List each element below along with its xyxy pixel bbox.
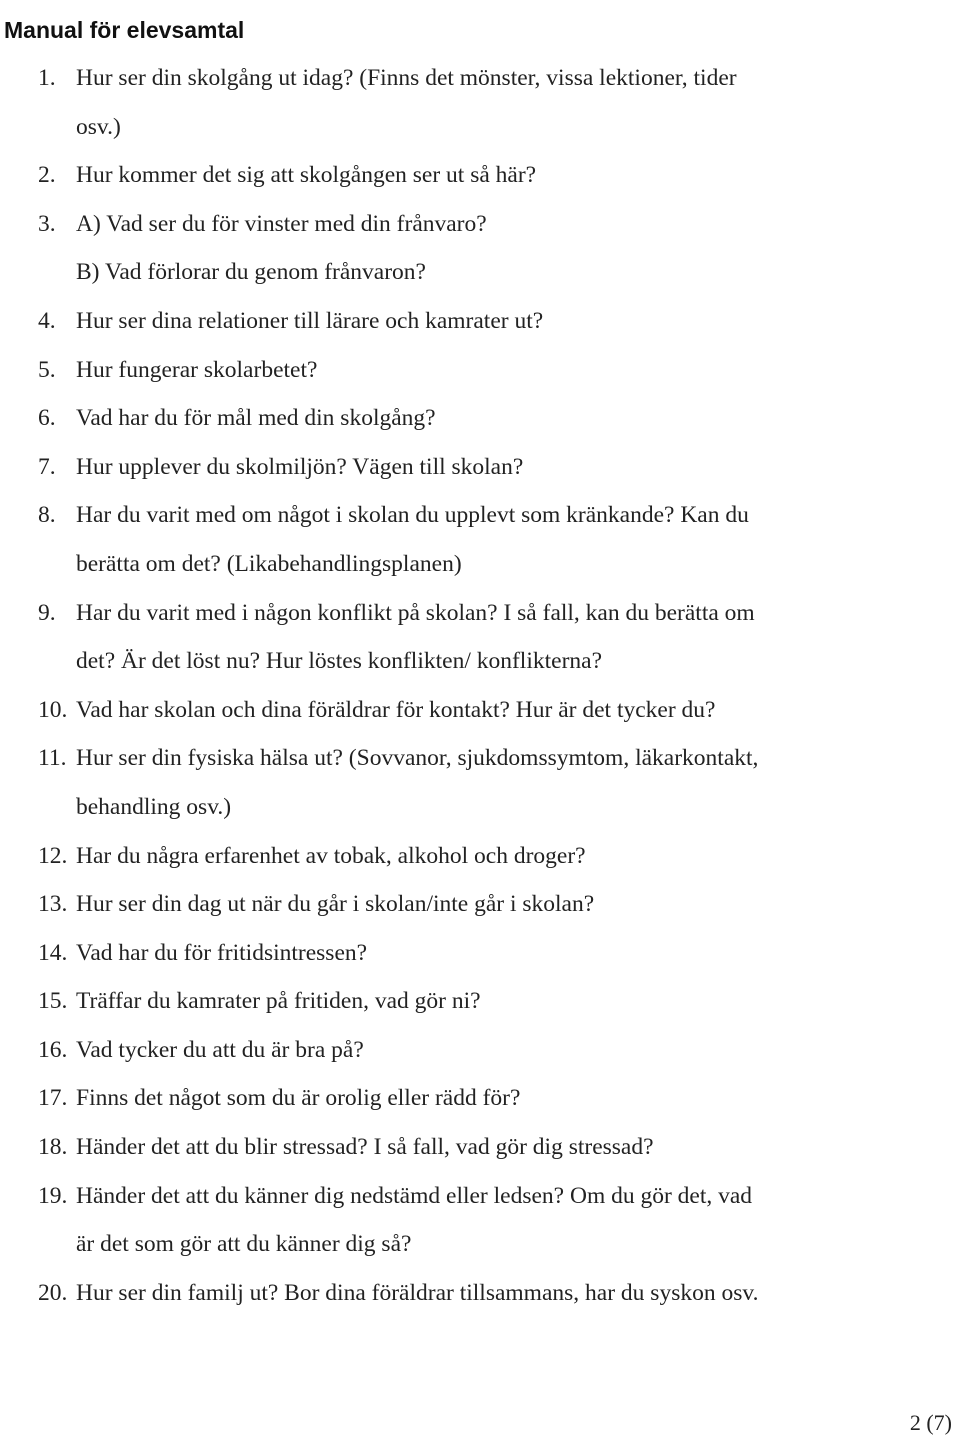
list-item — [0, 297, 960, 346]
list-item — [0, 1026, 960, 1075]
question-text: osv.) — [76, 113, 121, 140]
list-item — [0, 1269, 960, 1318]
question-number: 2. — [38, 162, 56, 189]
list-item — [0, 1172, 960, 1269]
list-item — [0, 1074, 960, 1123]
question-text: är det som gör att du känner dig så? — [76, 1231, 412, 1258]
list-item — [0, 929, 960, 978]
question-text: Händer det att du blir stressad? I så fall, vad gör dig stressad? — [76, 1134, 654, 1161]
question-text: Hur ser din familj ut? Bor dina föräldrar tillsammans, har du syskon osv. — [76, 1279, 759, 1306]
list-item — [0, 394, 960, 443]
question-text: Vad tycker du att du är bra på? — [76, 1036, 364, 1063]
question-text: Hur kommer det sig att skolgången ser ut så här? — [76, 162, 537, 189]
question-number: 12. — [38, 842, 68, 869]
question-number: 10. — [38, 696, 68, 723]
question-text: A) Vad ser du för vinster med din frånvaro? — [76, 210, 487, 237]
list-item — [0, 151, 960, 200]
question-text: Har du varit med i någon konflikt på skolan? I så fall, kan du berätta om — [76, 599, 755, 626]
question-text: B) Vad förlorar du genom frånvaron? — [76, 259, 426, 286]
list-item — [0, 54, 960, 151]
question-text: Hur ser dina relationer till lärare och kamrater ut? — [76, 307, 544, 334]
list-item — [0, 443, 960, 492]
question-number: 3. — [38, 210, 56, 237]
question-number: 20. — [38, 1279, 68, 1306]
list-item — [0, 200, 960, 297]
question-text: Har du några erfarenhet av tobak, alkohol och droger? — [76, 842, 586, 869]
question-text: Har du varit med om något i skolan du upplevt som kränkande? Kan du — [76, 502, 749, 529]
question-text: Hur upplever du skolmiljön? Vägen till skolan? — [76, 453, 524, 480]
question-text: berätta om det? (Likabehandlingsplanen) — [76, 550, 462, 577]
question-number: 11. — [38, 745, 67, 772]
question-text: Hur fungerar skolarbetet? — [76, 356, 318, 383]
question-number: 4. — [38, 307, 56, 334]
question-text: behandling osv.) — [76, 793, 232, 820]
question-text: det? Är det löst nu? Hur löstes konflikten/ konflikterna? — [76, 648, 603, 675]
question-number: 15. — [38, 988, 68, 1015]
question-number: 7. — [38, 453, 56, 480]
question-number: 16. — [38, 1036, 68, 1063]
question-text: Hur ser din dag ut när du går i skolan/inte går i skolan? — [76, 891, 595, 918]
question-number: 8. — [38, 502, 56, 529]
list-item — [0, 734, 960, 831]
question-list — [0, 54, 960, 1317]
question-number: 14. — [38, 939, 68, 966]
question-text: Händer det att du känner dig nedstämd eller ledsen? Om du gör det, vad — [76, 1182, 753, 1209]
list-item — [0, 686, 960, 735]
question-number: 1. — [38, 65, 56, 91]
question-number: 13. — [38, 891, 68, 918]
question-text: Vad har du för fritidsintressen? — [76, 939, 368, 966]
question-text: Träffar du kamrater på fritiden, vad gör ni? — [76, 988, 481, 1015]
list-item — [0, 1123, 960, 1172]
question-number: 5. — [38, 356, 56, 383]
question-number: 19. — [38, 1182, 68, 1209]
question-text: Finns det något som du är orolig eller rädd för? — [76, 1085, 521, 1112]
question-text: Hur ser din skolgång ut idag? (Finns det mönster, vissa lektioner, tider — [76, 65, 737, 91]
question-number: 6. — [38, 405, 56, 432]
page-title: Manual för elevsamtal — [4, 17, 245, 44]
list-item — [0, 880, 960, 929]
page-number: 2 (7) — [909, 1410, 952, 1435]
list-item — [0, 346, 960, 395]
list-item — [0, 832, 960, 881]
question-number: 9. — [38, 599, 56, 626]
list-item — [0, 589, 960, 686]
question-text: Vad har du för mål med din skolgång? — [76, 405, 436, 432]
question-number: 17. — [38, 1085, 68, 1112]
question-number: 18. — [38, 1134, 68, 1161]
question-text: Hur ser din fysiska hälsa ut? (Sovvanor, sjukdomssymtom, läkarkontakt, — [76, 745, 759, 772]
list-item — [0, 977, 960, 1026]
question-text: Vad har skolan och dina föräldrar för kontakt? Hur är det tycker du? — [76, 696, 716, 723]
list-item — [0, 491, 960, 588]
